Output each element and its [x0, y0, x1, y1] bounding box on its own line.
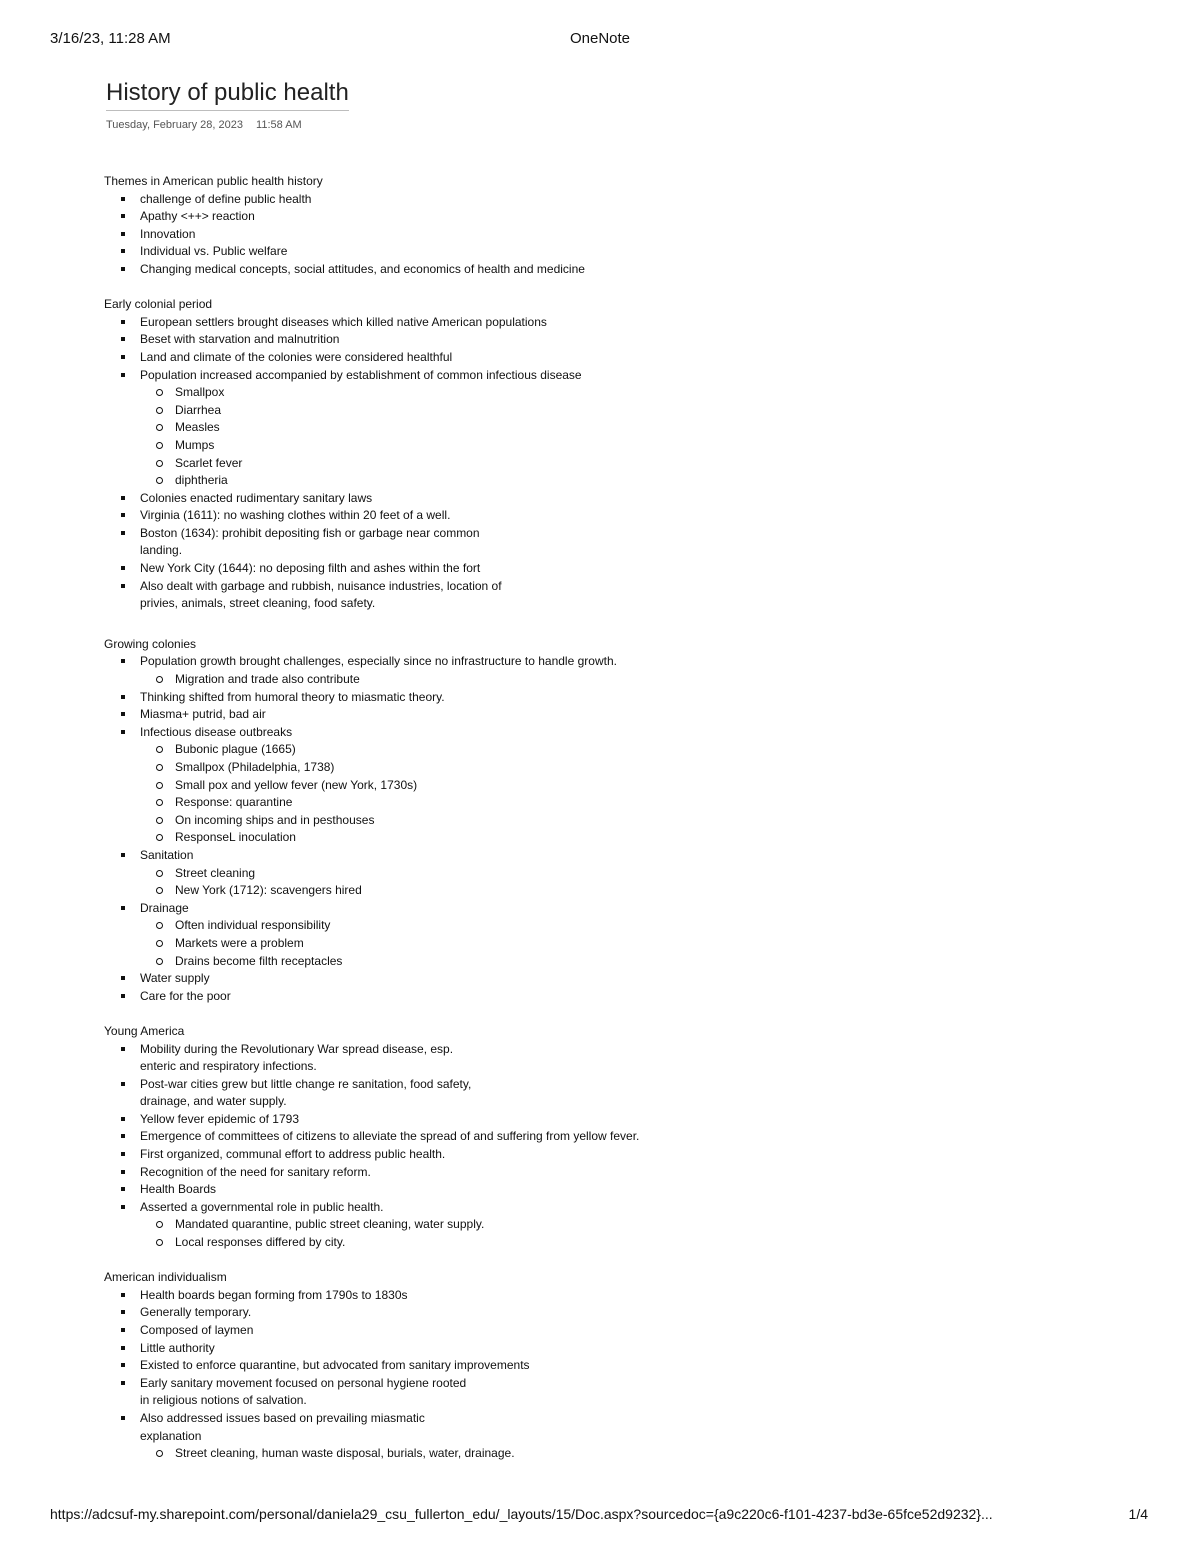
section-american-individualism — [104, 1269, 1104, 1463]
bullet-item: Emergence of committees of citizens to alleviate the spread of and suffering from yellow fever. — [140, 1128, 1104, 1146]
page-time: 11:58 AM — [256, 119, 302, 131]
bullet-item: First organized, communal effort to address public health. — [140, 1146, 1104, 1164]
bullet-list — [104, 314, 1104, 613]
bullet-item: challenge of define public health — [140, 191, 1104, 209]
bullet-item: Yellow fever epidemic of 1793 — [140, 1111, 1104, 1129]
bullet-item: Virginia (1611): no washing clothes within 20 feet of a well. — [140, 507, 1104, 525]
page-date: Tuesday, February 28, 2023 — [106, 119, 243, 131]
sub-bullet-item: On incoming ships and in pesthouses — [175, 812, 1104, 830]
bullet-item — [140, 900, 1104, 970]
sub-bullet-item: ResponseL inoculation — [175, 829, 1104, 847]
bullet-item: Water supply — [140, 970, 1104, 988]
section-early-colonial — [104, 296, 1104, 613]
sub-bullet-list — [140, 1445, 1104, 1463]
section-themes — [104, 173, 1104, 279]
bullet-item — [140, 847, 1104, 900]
bullet-list — [104, 653, 1104, 1005]
sub-bullet-item: Often individual responsibility — [175, 917, 1104, 935]
sub-bullet-item: diphtheria — [175, 472, 1104, 490]
sub-bullet-item: Street cleaning — [175, 865, 1104, 883]
sub-bullet-item: Markets were a problem — [175, 935, 1104, 953]
bullet-item — [140, 367, 1104, 490]
bullet-item: Thinking shifted from humoral theory to miasmatic theory. — [140, 689, 1104, 707]
bullet-text: Asserted a governmental role in public health. — [140, 1199, 384, 1214]
sub-bullet-item: Smallpox — [175, 384, 1104, 402]
section-growing-colonies — [104, 636, 1104, 1005]
bullet-item: European settlers brought diseases which killed native American populations — [140, 314, 1104, 332]
sub-bullet-item: Mandated quarantine, public street cleaning, water supply. — [175, 1216, 1104, 1234]
bullet-item: Health boards began forming from 1790s to 1830s — [140, 1287, 1104, 1305]
bullet-item: Also dealt with garbage and rubbish, nuisance industries, location of privies, animals, street cleaning, food safety. — [140, 578, 530, 613]
bullet-text: Population increased accompanied by establishment of common infectious disease — [140, 367, 582, 382]
section-heading: Growing colonies — [104, 636, 197, 651]
bullet-item: Beset with starvation and malnutrition — [140, 331, 1104, 349]
bullet-item: Innovation — [140, 226, 1104, 244]
bullet-item: Health Boards — [140, 1181, 1104, 1199]
bullet-text: Drainage — [140, 900, 189, 915]
sub-bullet-item: Response: quarantine — [175, 794, 1104, 812]
bullet-item: Early sanitary movement focused on personal hygiene rooted in religious notions of salvation. — [140, 1375, 470, 1410]
bullet-text: Also addressed issues based on prevailing miasmatic explanation — [140, 1410, 425, 1443]
bullet-item — [140, 1410, 1104, 1463]
sub-bullet-list — [140, 671, 1104, 689]
bullet-item: Recognition of the need for sanitary reform. — [140, 1164, 1104, 1182]
section-heading: American individualism — [104, 1270, 227, 1285]
sub-bullet-item: Scarlet fever — [175, 455, 1104, 473]
print-app-name: OneNote — [569, 30, 631, 47]
bullet-text: Sanitation — [140, 847, 194, 862]
bullet-item: Individual vs. Public welfare — [140, 243, 1104, 261]
bullet-item: Post-war cities grew but little change re sanitation, food safety, drainage, and water supply. — [140, 1076, 475, 1111]
bullet-item: New York City (1644): no deposing filth and ashes within the fort — [140, 560, 1104, 578]
page-url: https://adcsuf-my.sharepoint.com/personal/daniela29_csu_fullerton_edu/_layouts/15/Doc.aspx?sourcedoc={a9c220c6-f101-4237-bd3e-65fce52d9232}... — [50, 1506, 993, 1522]
print-datetime: 3/16/23, 11:28 AM — [50, 30, 171, 47]
sub-bullet-list — [140, 1216, 1104, 1251]
sub-bullet-item: Small pox and yellow fever (new York, 1730s) — [175, 777, 1104, 795]
bullet-item — [140, 653, 1104, 688]
sub-bullet-list — [140, 741, 1104, 847]
sub-bullet-item: Bubonic plague (1665) — [175, 741, 1104, 759]
bullet-item: Mobility during the Revolutionary War spread disease, esp. enteric and respiratory infections. — [140, 1041, 470, 1076]
sub-bullet-item: New York (1712): scavengers hired — [175, 882, 1104, 900]
sub-bullet-item: Local responses differed by city. — [175, 1234, 1104, 1252]
bullet-item: Colonies enacted rudimentary sanitary laws — [140, 490, 1104, 508]
bullet-item — [140, 724, 1104, 847]
print-header — [0, 30, 1200, 50]
page-number: 1/4 — [1128, 1506, 1148, 1522]
note-body — [104, 173, 1104, 1463]
section-young-america — [104, 1023, 1104, 1252]
bullet-item: Generally temporary. — [140, 1304, 1104, 1322]
sub-bullet-item: Smallpox (Philadelphia, 1738) — [175, 759, 1104, 777]
section-heading: Young America — [104, 1023, 185, 1038]
sub-bullet-item: Street cleaning, human waste disposal, burials, water, drainage. — [175, 1445, 1104, 1463]
section-heading: Early colonial period — [104, 297, 213, 312]
sub-bullet-item: Diarrhea — [175, 402, 1104, 420]
bullet-item: Apathy <++> reaction — [140, 208, 1104, 226]
bullet-item: Existed to enforce quarantine, but advocated from sanitary improvements — [140, 1357, 1104, 1375]
sub-bullet-item: Drains become filth receptacles — [175, 953, 1104, 971]
bullet-text: Infectious disease outbreaks — [140, 724, 293, 739]
sub-bullet-list — [140, 384, 1104, 490]
bullet-item: Miasma+ putrid, bad air — [140, 706, 1104, 724]
sub-bullet-item: Measles — [175, 419, 1104, 437]
bullet-item: Little authority — [140, 1340, 1104, 1358]
bullet-item: Boston (1634): prohibit depositing fish or garbage near common landing. — [140, 525, 520, 560]
bullet-item: Care for the poor — [140, 988, 1104, 1006]
section-heading: Themes in American public health history — [104, 174, 323, 188]
sub-bullet-list — [140, 917, 1104, 970]
page-title: History of public health — [106, 78, 349, 111]
bullet-list — [104, 1287, 1104, 1463]
bullet-item: Changing medical concepts, social attitudes, and economics of health and medicine — [140, 261, 1104, 279]
bullet-list — [104, 1041, 1104, 1252]
print-footer — [0, 1506, 1200, 1526]
bullet-item: Land and climate of the colonies were considered healthful — [140, 349, 1104, 367]
sub-bullet-item: Migration and trade also contribute — [175, 671, 1104, 689]
bullet-item — [140, 1199, 1104, 1252]
page-timestamp — [106, 119, 302, 131]
sub-bullet-list — [140, 865, 1104, 900]
bullet-item: Composed of laymen — [140, 1322, 1104, 1340]
bullet-list — [104, 191, 1104, 279]
sub-bullet-item: Mumps — [175, 437, 1104, 455]
bullet-text: Population growth brought challenges, especially since no infrastructure to handle growth. — [140, 654, 617, 669]
